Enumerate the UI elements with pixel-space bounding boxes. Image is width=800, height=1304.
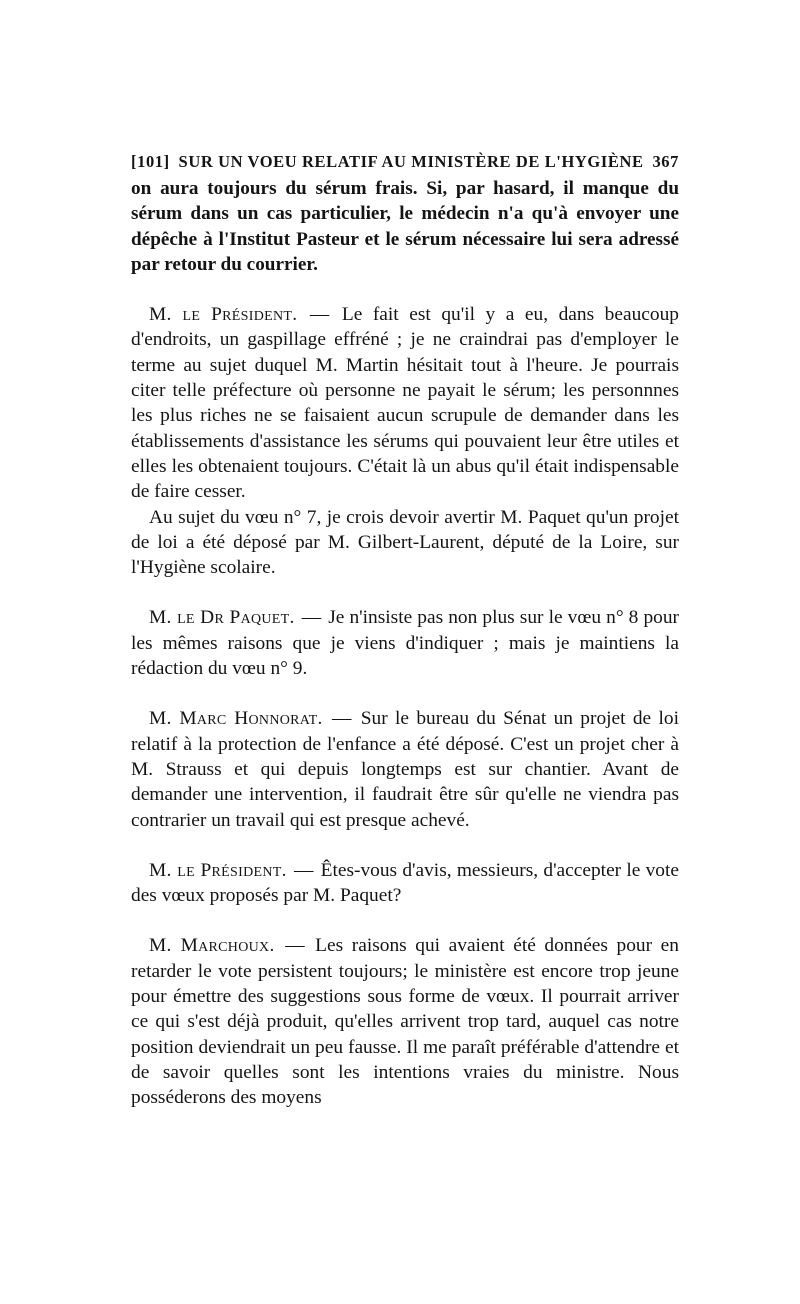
paragraph: [131, 706, 679, 832]
paragraph-text: Le fait est qu'il y a eu, dans beaucoup d'endroits, un gaspillage effréné ; je ne craindrai pas d'employer le terme au sujet duquel M. Martin hésitait tout à l'heure. Je pourrais citer telle préfecture où personne ne payait le sérum; les personnnes les plus riches ne se faisaient aucun scrupule de demander dans les établissements d'assistance les sérums qui pouvaient leur être utiles et elles les obtenaient toujours. C'était là un abus qu'il était indispensable de faire cesser.: [131, 304, 679, 503]
paragraph: [131, 176, 679, 277]
paragraph: [131, 933, 679, 1110]
paragraph-text: Les raisons qui avaient été données pour en retarder le vote persistent toujours; le ministère est encore trop jeune pour émettre des suggestions sous forme de vœux. Il pourrait arriver ce qui s'est déjà produit, qu'elles arrivent trop tard, auquel cas notre position deviendrait un peu fausse. Il me paraît préférable d'attendre et de savoir quelles sont les intentions vraies du ministre. Nous posséderons des moyens: [131, 935, 679, 1109]
running-header: [131, 152, 679, 172]
dialogue-dash: —: [309, 304, 330, 326]
speaker-name: M. le Dr Paquet.: [149, 607, 295, 629]
paragraph: [131, 505, 679, 581]
paragraph-text: Je n'insiste pas non plus sur le vœu n° 8 pour les mêmes raisons que je viens d'indiquer ; mais je maintiens la rédaction du vœu n° 9.: [131, 607, 679, 680]
paragraph-text: Au sujet du vœu n° 7, je crois devoir avertir M. Paquet qu'un projet de loi a été déposé par M. Gilbert-Laurent, député de la Loire, sur l'Hygiène scolaire.: [131, 506, 679, 579]
dialogue-dash: —: [285, 935, 305, 957]
running-title: SUR UN VOEU RELATIF AU MINISTÈRE DE L'HYGIÈNE: [178, 152, 644, 171]
paragraph-text: Êtes-vous d'avis, messieurs, d'accepter le vote des vœux proposés par M. Paquet?: [131, 859, 679, 907]
dialogue-dash: —: [301, 607, 322, 629]
dialogue-dash: —: [293, 859, 314, 881]
book-page: [131, 152, 679, 1111]
speaker-name: M. Marchoux.: [149, 935, 275, 957]
page-body: [131, 176, 679, 1111]
speaker-name: M. le Président.: [149, 859, 287, 881]
speaker-name: M. le Président.: [149, 304, 298, 326]
paragraph: [131, 858, 679, 909]
paragraph: [131, 605, 679, 681]
paragraph: [131, 302, 679, 504]
paragraph-text: Sur le bureau du Sénat un projet de loi relatif à la protection de l'enfance a été déposé. C'est un projet cher à M. Strauss et qui depuis longtemps est sur chantier. Avant de demander une intervention, il faudrait être sûr qu'elle ne viendra pas contrarier un travail qui est presque achevé.: [131, 708, 679, 831]
dialogue-dash: —: [331, 708, 352, 730]
speaker-name: M. Marc Honnorat.: [149, 708, 323, 730]
page-number: 367: [652, 152, 679, 171]
paragraph-text: on aura toujours du sérum frais. Si, par hasard, il manque du sérum dans un cas particulier, le médecin n'a qu'à envoyer une dépêche à l'Institut Pasteur et le sérum nécessaire lui sera adressé par retour du courrier.: [131, 178, 679, 275]
section-number: [101]: [131, 152, 170, 171]
